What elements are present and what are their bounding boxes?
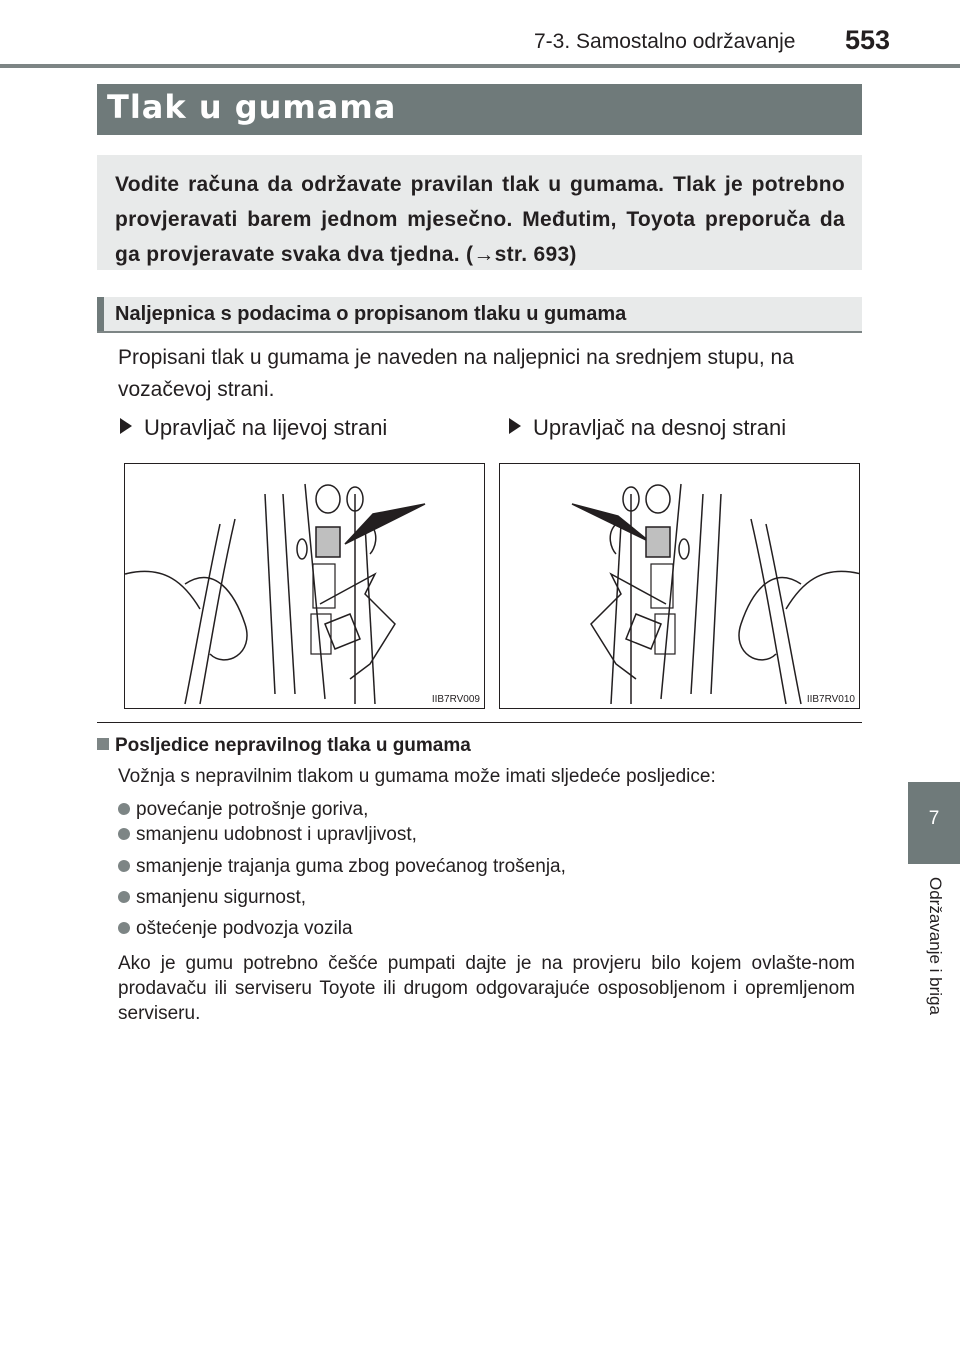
variant-left-label: Upravljač na lijevoj strani: [144, 415, 388, 440]
title-bar: [97, 84, 862, 135]
chapter-label: Održavanje i briga: [926, 877, 945, 1015]
list-item: [118, 887, 306, 909]
intro-box: [97, 155, 862, 270]
circle-bullet-icon: [118, 922, 130, 934]
list-item-text: smanjenu sigurnost,: [136, 887, 307, 908]
list-item-text: oštećenje podvozja vozila: [136, 918, 353, 939]
chapter-tab: [908, 782, 960, 864]
header-divider: [0, 64, 960, 68]
list-item-text: smanjenje trajanja guma zbog povećanog trošenja,: [136, 856, 566, 877]
list-item-text: povećanje potrošnje goriva,: [136, 799, 369, 820]
figure-right-code: IIB7RV010: [806, 694, 855, 705]
square-bullet-icon: [97, 738, 109, 750]
figure-right-pillar-label: [499, 463, 860, 709]
description-text: Propisani tlak u gumama je naveden na naljepnici na srednjem stupu, na vozačevoj strani.: [118, 346, 794, 401]
figure-left-code: IIB7RV009: [431, 694, 480, 705]
variant-right: [509, 415, 786, 441]
triangle-bullet-icon: [509, 418, 521, 434]
circle-bullet-icon: [118, 803, 130, 815]
section-divider: [97, 722, 862, 723]
pillar-illustration-right: [500, 464, 860, 709]
list-item: [118, 799, 368, 821]
variant-right-label: Upravljač na desnoj strani: [533, 415, 787, 440]
pillar-illustration-left: [125, 464, 485, 709]
circle-bullet-icon: [118, 860, 130, 872]
intro-text: Vodite računa da održavate pravilan tlak u gumama. Tlak je potrebno provjeravati barem jednom mjesečno. Međutim, Toyota preporuča da ga provjeravate svaka dva tjedna. (→str. 693): [115, 173, 845, 266]
closing-paragraph: Ako je gumu potrebno češće pumpati dajte je na provjeru bilo kojem ovlašte-nom prodavaču ili serviseru Toyote ili drugom odgovarajuće osposobljenom i opremljenom serviseru.: [118, 953, 855, 1024]
chapter-number: 7: [928, 808, 940, 829]
variant-left: [120, 415, 387, 441]
figure-left-pillar-label: [124, 463, 485, 709]
circle-bullet-icon: [118, 828, 130, 840]
subsection-title: Naljepnica s podacima o propisanom tlaku u gumama: [115, 303, 627, 325]
header-section-title: 7-3. Samostalno održavanje: [534, 30, 796, 53]
page-number: 553: [845, 25, 891, 55]
list-item: [118, 824, 417, 846]
list-item: [118, 918, 353, 940]
consequences-heading: [97, 735, 471, 757]
consequences-intro: Vožnja s nepravilnim tlakom u gumama može imati sljedeće posljedice:: [118, 766, 716, 787]
list-item: [118, 856, 566, 878]
subsection-header: [97, 297, 862, 333]
triangle-bullet-icon: [120, 418, 132, 434]
circle-bullet-icon: [118, 891, 130, 903]
subsection-header-bar: [97, 297, 104, 331]
list-item-text: smanjenu udobnost i upravljivost,: [136, 824, 417, 845]
page-title: Tlak u gumama: [107, 88, 397, 126]
consequences-heading-text: Posljedice nepravilnog tlaka u gumama: [115, 735, 471, 756]
